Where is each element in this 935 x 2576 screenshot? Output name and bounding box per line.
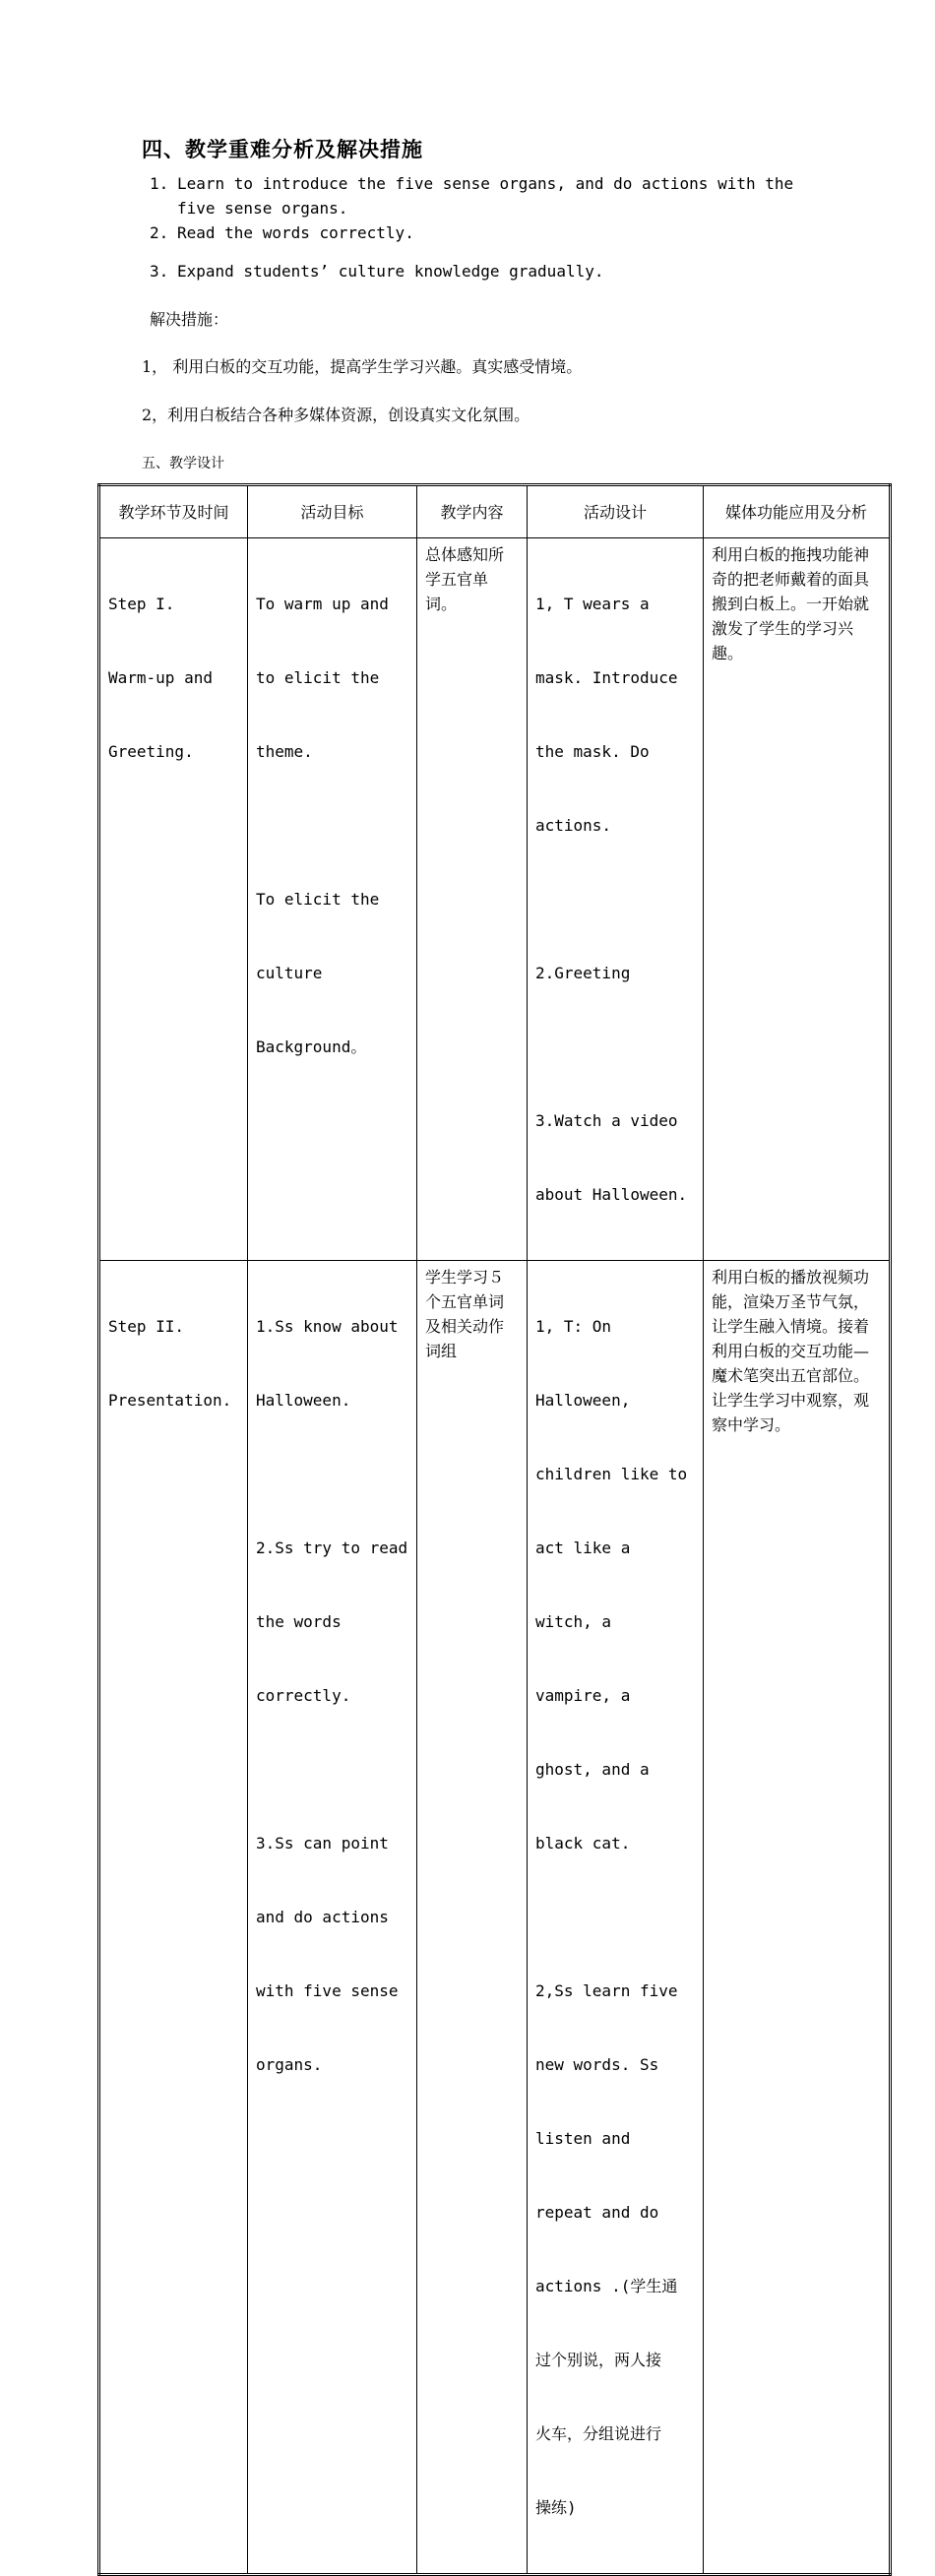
design-cell [528,538,704,1261]
cell-line: 1.Ss know about [256,1317,399,1336]
cell-line: vampire, a [535,1686,631,1705]
goal-cell [248,1261,417,2575]
step-cell [99,538,248,1261]
cell-line: witch, a [535,1612,612,1631]
cell-line: 3.Watch a video [535,1111,678,1130]
section4-title: 四、教学重难分析及解决措施 [142,137,423,161]
cell-line: culture [256,964,323,982]
cell-line: actions .(学生通 [535,2277,678,2295]
cell-line: Greeting. [108,742,194,761]
cell-line: Step II. [108,1317,185,1336]
cell-line: repeat and do [535,2203,659,2222]
header-cell: 媒体功能应用及分析 [704,485,891,538]
media-cell: 利用白板的播放视频功能，渲染万圣节气氛，让学生融入情境。接着利用白板的交互功能—魔术笔突出五官部位。让学生学习中观察，观察中学习。 [704,1261,891,2575]
cell-line: 3.Ss can point [256,1834,389,1853]
cell-line: 2.Ss try to read [256,1539,408,1557]
cell-line: Warm-up and [108,668,213,687]
list-number: 1. [150,174,169,193]
measure-1: 1， 利用白板的交互功能，提高学生学习兴趣。真实感受情境。 [142,357,583,376]
cell-line: organs. [256,2055,323,2074]
teaching-design-table [97,483,892,2576]
cell-line: 1, T wears a [535,595,650,613]
design-cell [528,1261,704,2575]
list-number: 2. [150,223,169,242]
blank-line [256,813,408,838]
blank-line [256,1462,408,1486]
header-cell: 活动目标 [248,485,417,538]
cell-line: with five sense [256,1981,399,2000]
cell-line: the mask. Do [535,742,650,761]
cell-line: new words. Ss [535,2055,659,2074]
cell-line: correctly. [256,1686,351,1705]
cell-line: 过个别说，两人接 [535,2351,662,2369]
cell-line: act like a [535,1539,631,1557]
step-cell [99,1261,248,2575]
cell-line: Presentation. [108,1391,232,1410]
measures-label: 解决措施： [150,310,229,329]
content-cell: 学生学习５个五官单词及相关动作词组 [417,1261,528,2575]
list-item [150,220,839,245]
cell-line: the words [256,1612,342,1631]
cell-line: To warm up and [256,595,389,613]
cell-line: listen and [535,2129,631,2148]
difficulty-list [150,171,839,283]
header-cell: 教学环节及时间 [99,485,248,538]
list-text: Read the words correctly. [177,223,414,242]
cell-line: Step I. [108,595,175,613]
cell-line: Halloween. [256,1391,351,1410]
content-cell: 总体感知所学五官单词。 [417,538,528,1261]
list-item [150,259,839,283]
cell-line: mask. Introduce [535,668,678,687]
blank-line [256,1757,408,1782]
section5-title: 五、教学设计 [142,456,224,471]
table-row [99,538,891,1261]
cell-line: about Halloween. [535,1185,688,1204]
cell-line: 1, T: On [535,1317,612,1336]
blank-line [535,1035,695,1059]
list-text: Expand students’ culture knowledge gradually. [177,262,604,281]
cell-line: 2.Greeting [535,964,631,982]
cell-line: actions. [535,816,612,835]
cell-line: 火车，分组说进行 [535,2424,662,2443]
cell-line: Halloween, [535,1391,631,1410]
list-text: Learn to introduce the five sense organs, and do actions with the five sense organs. [177,174,794,218]
blank-line [535,887,695,911]
cell-line: and do actions [256,1908,389,1926]
header-cell: 教学内容 [417,485,528,538]
cell-line: theme. [256,742,313,761]
measure-2: 2，利用白板结合各种多媒体资源，创设真实文化氛围。 [142,406,530,424]
list-number: 3. [150,262,169,281]
table-row [99,1261,891,2575]
media-cell: 利用白板的拖拽功能神奇的把老师戴着的面具搬到白板上。一开始就激发了学生的学习兴趣。 [704,538,891,1261]
blank-line [535,1905,695,1929]
cell-line: Background。 [256,1037,367,1056]
cell-line: To elicit the [256,890,380,909]
cell-line: 操练) [535,2498,577,2517]
cell-line: ghost, and a [535,1760,650,1779]
cell-line: 2,Ss learn five [535,1981,678,2000]
table-header-row [99,485,891,538]
header-cell: 活动设计 [528,485,704,538]
cell-line: children like to [535,1465,688,1483]
cell-line: to elicit the [256,668,380,687]
cell-line: black cat. [535,1834,631,1853]
list-item [150,171,839,220]
goal-cell [248,538,417,1261]
